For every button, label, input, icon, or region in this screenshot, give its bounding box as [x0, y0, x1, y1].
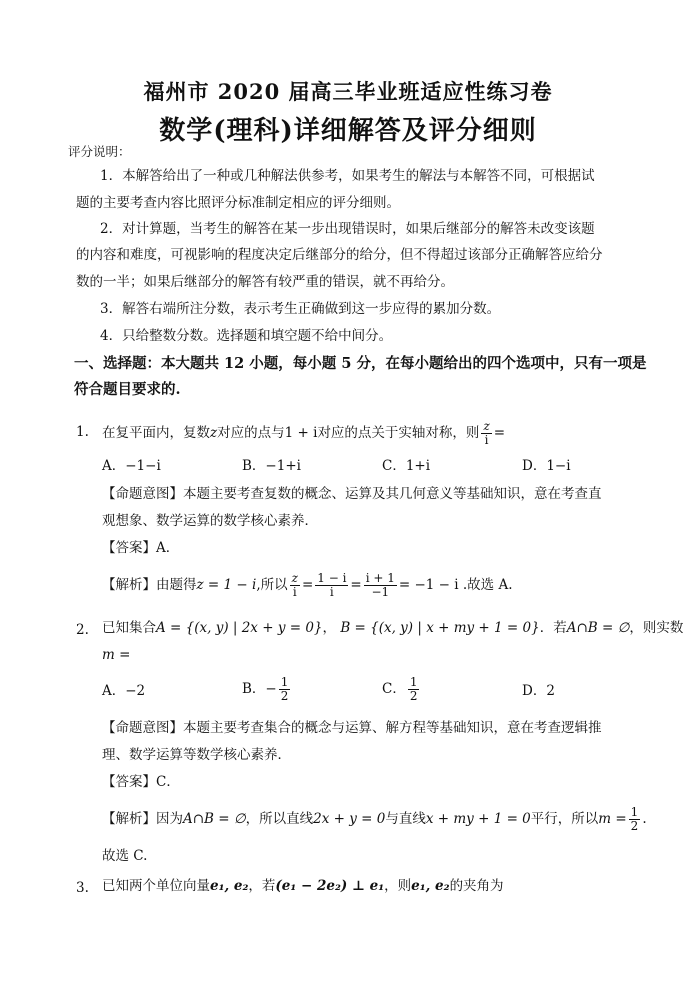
note-line: 2．对计算题，当考生的解答在某一步出现错误时，如果后继部分的解答未改变该题 — [100, 221, 595, 237]
note-line: 的内容和难度，可视影响的程度决定后继部分的给分，但不得超过该部分正确解答应给分 — [76, 247, 603, 263]
answer-text: 【答案】C． — [102, 774, 180, 790]
intent-text: 【命题意图】本题主要考查复数的概念、运算及其几何意义等基础知识，意在考查直 — [102, 486, 602, 502]
question-stem-cont: m = — [102, 647, 131, 663]
option-b: B．− $\frac{1}{2}$ — [242, 675, 289, 703]
note-line: 4．只给整数分数。选择题和填空题不给中间分。 — [100, 328, 393, 344]
option-c: C． $\frac{1}{2}$ — [382, 675, 418, 703]
intent-text: 【命题意图】本题主要考查集合的概念与运算、解方程等基础知识，意在考查逻辑推 — [102, 720, 602, 736]
solution-text: 【解析】因为A∩B = ∅，所以直线2x + y = 0与直线x + my + 1 = 0平行，所以m = $\frac{1}{2}$ . — [102, 805, 647, 833]
note-line: 3．解答右端所注分数，表示考生正确做到这一步应得的累加分数。 — [100, 301, 501, 317]
document-subtitle: 数学(理科)详细解答及评分细则 — [159, 116, 537, 146]
question-stem: 已知两个单位向量e₁, e₂，若(e₁ − 2e₂) ⊥ e₁，则e₁, e₂的夹角为 — [102, 878, 504, 894]
answer-text: 【答案】A． — [102, 540, 180, 556]
question-stem: 已知集合A = {(x, y) | 2x + y = 0}， B = {(x, y) | x + my + 1 = 0}．若A∩B = ∅，则实数 — [102, 620, 684, 636]
solution-end: 故选 C. — [102, 848, 148, 864]
question-number: 3. — [76, 880, 89, 896]
document-title: 福州市 2020 届高三毕业班适应性练习卷 — [143, 79, 553, 104]
option-d: D．2 — [522, 683, 555, 699]
section-heading: 一、选择题：本大题共 12 小题，每小题 5 分，在每小题给出的四个选项中，只有一项是 — [74, 355, 647, 372]
notes-heading: 评分说明： — [68, 144, 131, 159]
question-number: 1. — [76, 424, 89, 440]
note-line: 1．本解答给出了一种或几种解法供参考，如果考生的解法与本解答不同，可根据试 — [100, 168, 595, 184]
intent-text: 观想象、数学运算的数学核心素养． — [102, 513, 318, 529]
note-line: 题的主要考查内容比照评分标准制定相应的评分细则。 — [76, 195, 400, 211]
option-c: C．1+i — [382, 458, 431, 474]
section-heading-cont: 符合题目要求的. — [74, 381, 181, 398]
option-d: D．1−i — [522, 458, 571, 474]
note-line: 数的一半；如果后继部分的解答有较严重的错误，就不再给分。 — [76, 274, 454, 290]
option-b: B．−1+i — [242, 458, 301, 474]
intent-text: 理、数学运算等数学核心素养． — [102, 747, 291, 763]
option-a: A．−1−i — [102, 458, 161, 474]
fraction: $\frac{z}{i}$ — [483, 419, 490, 447]
option-a: A．−2 — [102, 683, 146, 699]
question-stem: 在复平面内，复数z对应的点与1 + i对应的点关于实轴对称，则 $\frac{z}{i}$ = — [102, 419, 506, 447]
question-number: 2. — [76, 622, 89, 638]
solution-text: 【解析】由题得z = 1 − i,所以 $\frac{z}{i}$ = $\frac{1 - i}{i}$ = $\frac{i + 1}{-1}$ = −1 − i .故选 A. — [102, 571, 513, 599]
